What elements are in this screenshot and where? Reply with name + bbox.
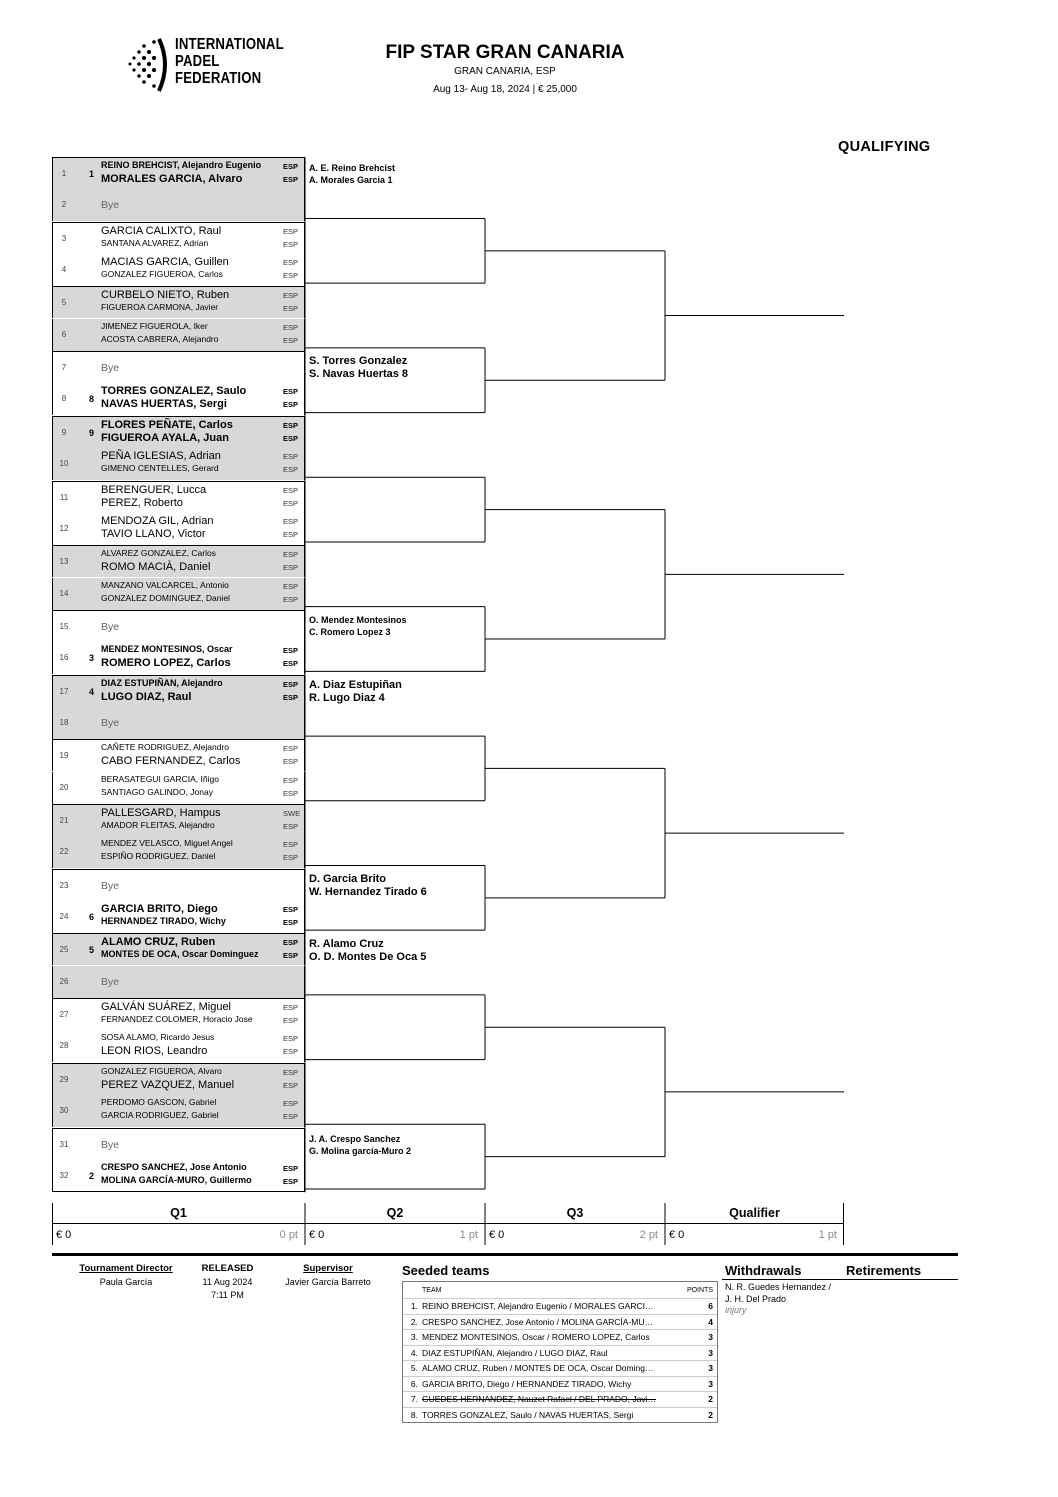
director-name: Paula García [99, 1277, 153, 1287]
seeded-team-name: ALAMO CRUZ, Ruben / MONTES DE OCA, Oscar Doming… [422, 1363, 654, 1373]
player-2-name: SANTANA ALVAREZ, Adrian [101, 237, 209, 248]
seeded-team-points: 4 [708, 1316, 713, 1327]
draw-position: 32 [59, 1170, 69, 1180]
player-1-name: CAÑETE RODRIGUEZ, Alejandro [101, 742, 230, 753]
bye-label: Bye [101, 1138, 120, 1151]
withdrawals-title: Withdrawals [725, 1263, 802, 1278]
seeded-team-points: 3 [708, 1363, 713, 1373]
team-column-header: TEAM [422, 1287, 442, 1294]
round-prize: € 0 [309, 1229, 325, 1241]
winner-player-1: R. Alamo Cruz [309, 938, 384, 950]
player-2-nationality: ESP [283, 1016, 299, 1026]
tournament-dates: Aug 13- Aug 18, 2024 | € 25,000 [433, 84, 577, 95]
draw-position: 24 [59, 912, 69, 922]
seed-number: 5 [89, 945, 95, 956]
round-points: 0 pt [279, 1229, 298, 1241]
player-1-name: PEÑA IGLESIAS, Adrian [101, 450, 221, 463]
seeded-row [403, 1376, 717, 1392]
seeded-team-points: 3 [708, 1332, 713, 1342]
player-2-name: MOLINA GARCÍA-MURO, Guillermo [101, 1174, 252, 1185]
player-1-nationality: ESP [283, 1034, 299, 1044]
player-1-nationality: ESP [283, 550, 299, 560]
player-1-name: MENDOZA GIL, Adrian [101, 514, 214, 527]
round-prize: € 0 [56, 1229, 72, 1241]
player-1-name: SOSA ALAMO, Ricardo Jesus [101, 1032, 215, 1043]
player-1-nationality: ESP [283, 938, 299, 948]
player-2-name: ACOSTA CABRERA, Alejandro [101, 333, 219, 344]
player-2-name: GONZALEZ DOMINGUEZ, Daniel [101, 592, 230, 603]
winner-player-2: W. Hernandez Tirado 6 [309, 886, 427, 898]
player-2-nationality: ESP [283, 918, 299, 928]
player-1-name: PALLESGARD, Hampus [101, 807, 221, 819]
player-1-name: MENDEZ VELASCO, Miguel Angel [101, 838, 233, 849]
draw-position: 29 [59, 1074, 69, 1084]
player-2-nationality: ESP [283, 1176, 299, 1186]
draw-position: 13 [59, 557, 69, 567]
seed-rank: 4. [410, 1347, 418, 1358]
draw-position: 3 [61, 233, 67, 243]
logo-line-1: INTERNATIONAL [175, 36, 284, 53]
player-2-nationality: ESP [283, 304, 299, 314]
winner-player-2: G. Molina garcía-Muro 2 [309, 1146, 412, 1156]
player-2-name: PEREZ, Roberto [101, 496, 183, 509]
seed-number: 1 [89, 169, 95, 179]
seeded-team-name: MENDEZ MONTESINOS, Oscar / ROMERO LOPEZ, Carlos [422, 1332, 650, 1342]
player-2-name: LUGO DIAZ, Raul [101, 690, 192, 703]
player-2-nationality: ESP [283, 951, 299, 961]
player-1-nationality: ESP [283, 840, 299, 850]
player-1-name: FLORES PEÑATE, Carlos [101, 418, 233, 431]
seed-rank: 1. [410, 1301, 418, 1311]
tournament-location: GRAN CANARIA, ESP [454, 66, 556, 77]
draw-position: 20 [59, 782, 69, 792]
player-2-nationality: ESP [283, 594, 299, 604]
seeded-teams-table [402, 1281, 718, 1423]
bye-label: Bye [101, 716, 120, 729]
player-1-nationality: ESP [283, 646, 299, 656]
player-2-name: CABO FERNANDEZ, Carlos [101, 755, 241, 768]
draw-position: 21 [59, 816, 69, 825]
seeded-team-points: 3 [708, 1378, 713, 1389]
player-1-name: BERASATEGUI GARCIA, Iñigo [101, 773, 219, 784]
winner-player-2: C. Romero Lopez 3 [309, 627, 391, 637]
seeded-team-name: REINO BREHCIST, Alejandro Eugenio / MORALES GARCI… [422, 1301, 654, 1311]
draw-position: 30 [59, 1106, 69, 1116]
seed-rank: 8. [410, 1409, 418, 1420]
seed-number: 4 [89, 686, 95, 697]
seeded-header [403, 1282, 717, 1298]
player-2-nationality: ESP [283, 498, 299, 508]
released-time: 7:11 PM [211, 1290, 244, 1300]
draw-position: 2 [61, 200, 67, 210]
round-prize: € 0 [489, 1229, 505, 1241]
draw-position: 19 [59, 751, 69, 761]
winner-player-2: S. Navas Huertas 8 [309, 368, 409, 380]
seed-number: 2 [89, 1170, 95, 1181]
seed-number: 9 [89, 427, 95, 438]
seeded-row [403, 1360, 717, 1376]
bye-label: Bye [101, 879, 120, 892]
points-column-header: POINTS [686, 1287, 713, 1294]
seeded-team-name: GUEDES HERNANDEZ, Nauzet Rafael / DEL PRADO, Javi… [422, 1394, 656, 1404]
round-name: Q2 [386, 1206, 404, 1220]
withdrawal-team: N. R. Guedes Hernandez / J. H. Del Prado [725, 1282, 832, 1304]
player-2-nationality: ESP [283, 563, 299, 573]
player-1-nationality: ESP [283, 1067, 299, 1077]
player-2-nationality: ESP [283, 529, 299, 539]
draw-position: 6 [61, 329, 67, 339]
seeded-teams-title: Seeded teams [402, 1263, 490, 1278]
player-2-nationality: ESP [283, 822, 299, 831]
player-1-name: JIMENEZ FIGUEROLA, Iker [101, 320, 208, 331]
player-1-nationality: ESP [283, 226, 299, 236]
seeded-row [403, 1314, 717, 1330]
player-1-name: ALAMO CRUZ, Ruben [101, 936, 216, 949]
supervisor-name: Javier García Barreto [285, 1277, 371, 1287]
player-2-nationality: ESP [283, 465, 299, 475]
player-1-name: GARCIA BRITO, Diego [101, 903, 218, 916]
player-1-nationality: ESP [283, 581, 299, 591]
draw-position: 18 [59, 717, 69, 727]
withdrawals-divider [722, 1279, 958, 1280]
bye-label: Bye [101, 620, 120, 633]
round-name: Q1 [170, 1206, 187, 1220]
player-2-nationality: ESP [283, 271, 299, 281]
player-2-name: ROMERO LOPEZ, Carlos [101, 657, 231, 670]
player-1-name: MACIAS GARCIA, Guillen [101, 256, 229, 269]
seeded-team-name: DIAZ ESTUPIÑAN, Alejandro / LUGO DIAZ, Raul [422, 1347, 608, 1358]
player-1-name: GALVÁN SUÁREZ, Miguel [101, 1001, 232, 1014]
player-1-name: MENDEZ MONTESINOS, Oscar [101, 644, 233, 655]
winner-player-1: D. Garcia Brito [309, 873, 387, 885]
draw-position: 10 [59, 459, 69, 469]
released-date: 11 Aug 2024 [202, 1277, 253, 1287]
bye-label: Bye [101, 199, 120, 212]
seed-rank: 3. [410, 1332, 418, 1342]
bye-label: Bye [101, 975, 120, 988]
player-2-nationality: ESP [283, 400, 299, 410]
player-1-nationality: ESP [283, 387, 299, 397]
player-2-name: GIMENO CENTELLES, Gerard [101, 463, 219, 474]
player-1-nationality: ESP [283, 775, 299, 785]
player-1-name: ALVAREZ GONZALEZ, Carlos [101, 548, 216, 559]
player-2-nationality: ESP [283, 1112, 299, 1122]
player-2-nationality: ESP [283, 1047, 299, 1057]
round-points: 1 pt [459, 1229, 478, 1241]
player-2-name: NAVAS HUERTAS, Sergi [101, 398, 227, 411]
seeded-team-name: CRESPO SANCHEZ, Jose Antonio / MOLINA GARCÍA-MU… [422, 1316, 653, 1327]
player-2-nationality: ESP [283, 788, 299, 798]
round-prize: € 0 [669, 1229, 685, 1241]
draw-position: 4 [61, 265, 67, 275]
player-1-name: GONZALEZ FIGUEROA, Alvaro [101, 1065, 222, 1076]
round-name: Q3 [566, 1206, 584, 1220]
player-2-name: FIGUEROA AYALA, Juan [101, 431, 229, 444]
player-2-name: MONTES DE OCA, Oscar Dominguez [101, 949, 259, 960]
logo-line-3: FEDERATION [175, 70, 262, 87]
player-1-nationality: ESP [283, 1099, 299, 1109]
draw-position: 9 [61, 427, 67, 437]
withdrawal-reason: injury [725, 1305, 747, 1315]
seeded-row [403, 1407, 717, 1423]
player-2-name: AMADOR FLEITAS, Alejandro [101, 820, 215, 830]
draw-position: 25 [59, 945, 69, 955]
player-1-nationality: ESP [283, 452, 299, 462]
seed-rank: 7. [410, 1394, 418, 1404]
director-label: Tournament Director [79, 1263, 173, 1274]
released-label: RELEASED [201, 1263, 254, 1274]
draw-position: 8 [61, 394, 67, 404]
supervisor-label: Supervisor [303, 1263, 353, 1274]
draw-position: 15 [59, 621, 69, 631]
draw-position: 26 [59, 976, 69, 986]
player-2-name: TAVIO LLANO, Victor [101, 527, 206, 540]
seed-rank: 5. [410, 1363, 418, 1373]
player-1-name: CRESPO SANCHEZ, Jose Antonio [101, 1161, 247, 1172]
winner-player-2: O. D. Montes De Oca 5 [309, 951, 427, 963]
seed-number: 3 [89, 653, 95, 664]
seeded-row [403, 1391, 717, 1407]
round-points: 2 pt [639, 1229, 658, 1241]
draw-position: 27 [59, 1010, 69, 1020]
player-1-name: REINO BREHCIST, Alejandro Eugenio [101, 160, 262, 170]
seeded-row [403, 1329, 717, 1345]
footer-divider [52, 1253, 958, 1256]
draw-position: 7 [61, 363, 67, 373]
player-1-nationality: ESP [283, 1163, 299, 1173]
player-1-nationality: ESP [283, 1003, 299, 1013]
player-2-nationality: ESP [283, 1080, 299, 1090]
player-2-name: ESPIÑO RODRIGUEZ, Daniel [101, 851, 216, 862]
seeded-team-name: GARCIA BRITO, Diego / HERNANDEZ TIRADO, Wichy [422, 1378, 632, 1389]
seed-number: 8 [89, 394, 95, 405]
draw-position: 1 [61, 169, 67, 178]
player-1-nationality: ESP [283, 258, 299, 268]
player-1-nationality: ESP [283, 516, 299, 526]
winner-player-1: J. A. Crespo Sanchez [309, 1134, 401, 1144]
player-1-name: MANZANO VALCARCEL, Antonio [101, 579, 229, 590]
player-1-name: PERDOMO GASCON, Gabriel [101, 1097, 217, 1108]
rounds-grid [52, 1203, 844, 1247]
player-1-name: CURBELO NIETO, Ruben [101, 289, 230, 302]
player-2-nationality: ESP [283, 853, 299, 863]
player-2-name: GONZALEZ FIGUEROA, Carlos [101, 269, 223, 280]
draw-position: 31 [59, 1139, 69, 1149]
seed-number: 6 [89, 912, 95, 923]
player-1-nationality: ESP [283, 162, 299, 171]
seeded-row [403, 1298, 717, 1314]
round-points: 1 pt [818, 1229, 837, 1241]
player-2-nationality: ESP [283, 175, 299, 184]
section-title: QUALIFYING [838, 139, 931, 155]
seed-rank: 6. [410, 1378, 418, 1389]
seeded-row [403, 1345, 717, 1361]
player-2-name: LEON RIOS, Leandro [101, 1045, 208, 1058]
player-2-nationality: ESP [283, 433, 299, 443]
player-2-nationality: ESP [283, 692, 299, 702]
player-2-name: FIGUEROA CARMONA, Javier [101, 302, 219, 313]
player-2-name: MORALES GARCIA, Alvaro [101, 173, 243, 185]
player-1-name: TORRES GONZALEZ, Saulo [101, 385, 247, 398]
player-1-nationality: ESP [283, 679, 299, 689]
draw-position: 14 [59, 588, 69, 598]
logo-line-2: PADEL [175, 53, 220, 70]
player-2-name: HERNANDEZ TIRADO, Wichy [101, 916, 226, 927]
player-2-nationality: ESP [283, 659, 299, 669]
seeded-team-points: 3 [708, 1347, 713, 1358]
player-2-name: FERNANDEZ COLOMER, Horacio Jose [101, 1014, 253, 1025]
player-1-nationality: ESP [283, 322, 299, 332]
player-1-nationality: ESP [283, 905, 299, 915]
retirements-title: Retirements [846, 1263, 922, 1278]
player-1-name: BERENGUER, Lucca [101, 483, 207, 496]
tournament-title: FIP STAR GRAN CANARIA [385, 42, 625, 63]
player-1-name: DIAZ ESTUPIÑAN, Alejandro [101, 677, 223, 688]
draw-position: 5 [61, 298, 67, 308]
bye-label: Bye [101, 362, 120, 375]
draw-position: 16 [59, 653, 69, 663]
draw-position: 23 [59, 880, 69, 890]
player-1-nationality: ESP [283, 485, 299, 495]
draw-position: 22 [59, 847, 69, 857]
player-2-nationality: ESP [283, 239, 299, 249]
winner-player-1: O. Mendez Montesinos [309, 615, 407, 625]
draw-position: 17 [59, 686, 69, 696]
seeded-team-points: 2 [708, 1409, 713, 1420]
draw-position: 11 [59, 492, 69, 502]
winner-player-2: A. Morales Garcia 1 [309, 175, 393, 185]
seed-rank: 2. [410, 1316, 418, 1327]
player-2-name: SANTIAGO GALINDO, Jonay [101, 786, 213, 797]
player-2-name: PEREZ VAZQUEZ, Manuel [101, 1078, 235, 1091]
player-2-name: GARCIA RODRIGUEZ, Gabriel [101, 1110, 219, 1121]
player-1-nationality: ESP [283, 744, 299, 754]
player-2-name: ROMO MACIÀ, Daniel [101, 561, 211, 574]
winner-player-2: R. Lugo Diaz 4 [309, 692, 385, 704]
seeded-team-points: 6 [708, 1301, 713, 1311]
round-name: Qualifier [729, 1206, 780, 1220]
player-2-nationality: ESP [283, 335, 299, 345]
player-1-name: GARCIA CALIXTO, Raul [101, 224, 222, 237]
seeded-team-name: TORRES GONZALEZ, Saulo / NAVAS HUERTAS, Sergi [422, 1409, 634, 1420]
winner-player-1: A. Diaz Estupiñan [309, 679, 402, 691]
player-1-nationality: SWE [283, 809, 301, 818]
draw-position: 12 [59, 523, 69, 533]
player-2-nationality: ESP [283, 757, 299, 767]
player-1-nationality: ESP [283, 420, 299, 430]
winner-player-1: A. E. Reino Brehcist [309, 163, 396, 173]
player-1-nationality: ESP [283, 291, 299, 301]
seeded-team-points: 2 [708, 1394, 713, 1404]
draw-position: 28 [59, 1041, 69, 1051]
winner-player-1: S. Torres Gonzalez [309, 355, 408, 367]
